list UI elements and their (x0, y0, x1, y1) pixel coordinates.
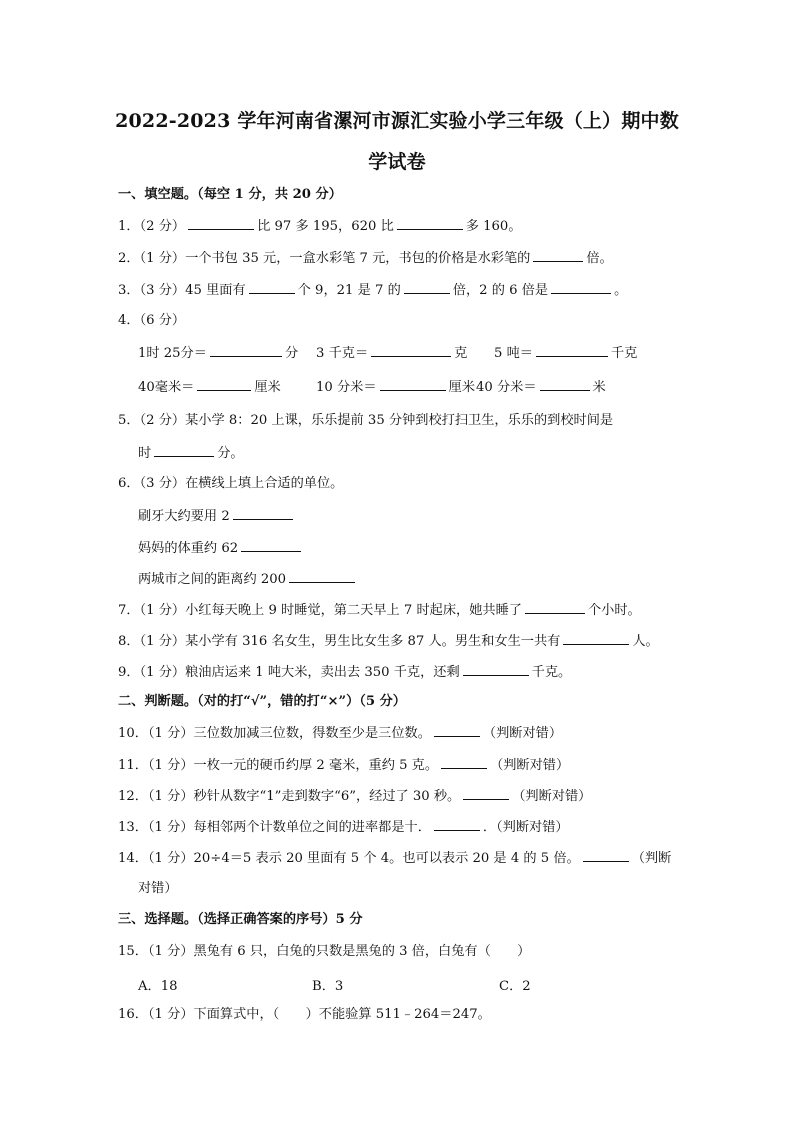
question-10: 10．（1 分）三位数加减三位数，得数至少是三位数。 （判断对错） (118, 726, 563, 741)
option-a[interactable]: A．18 (138, 979, 178, 994)
question-12: 12．（1 分）秒针从数字“1”走到数字“6”，经过了 30 秒。 （判断对错） (118, 789, 592, 804)
answer-blank[interactable] (397, 217, 463, 230)
answer-blank[interactable] (289, 570, 355, 583)
answer-blank[interactable] (563, 632, 629, 645)
question-7: 7．（1 分）小红每天晚上 9 时睡觉，第二天早上 7 时起床，她共睡了 个小时。 (118, 603, 641, 618)
answer-blank[interactable] (371, 344, 451, 357)
answer-blank[interactable] (154, 444, 214, 457)
question-13: 13．（1 分）每相邻两个计数单位之间的进率都是十． ．（判断对错） (118, 820, 569, 835)
section-heading-fill-in: 一、填空题。（每空 1 分，共 20 分） (118, 187, 342, 202)
page-title: 2022-2023 学年河南省漯河市源汇实验小学三年级（上）期中数 (115, 110, 679, 132)
question-6: 6．（3 分）在横线上填上合适的单位。 (118, 476, 344, 491)
question-14-continued: 对错） (138, 881, 178, 896)
question-4-row-2: 40毫米＝ 厘米 (138, 380, 281, 395)
question-6-item: 妈妈的体重约 62 (138, 539, 304, 558)
question-4-row-2: 10 分米＝ 厘米 (316, 380, 475, 395)
answer-blank[interactable] (463, 663, 529, 676)
option-c[interactable]: C．2 (499, 979, 531, 994)
question-2: 2．（1 分）一个书包 35 元，一盒水彩笔 7 元，书包的价格是水彩笔的 倍。 (118, 251, 613, 266)
answer-blank[interactable] (434, 818, 480, 831)
answer-blank[interactable] (233, 507, 293, 520)
question-9: 9．（1 分）粮油店运来 1 吨大米，卖出去 350 千克，还剩 千克。 (118, 665, 572, 680)
answer-blank[interactable] (551, 281, 611, 294)
answer-blank[interactable] (533, 249, 583, 262)
question-1: 1．（2 分） 比 97 多 195，620 比 多 160。 (118, 219, 522, 234)
answer-blank[interactable] (441, 756, 487, 769)
answer-blank[interactable] (188, 217, 254, 230)
question-4-row-1: 1时 25分＝ 分 (138, 346, 299, 361)
page-title-continued: 学试卷 (368, 151, 426, 173)
question-4-row-2: 40 分米＝ 米 (476, 380, 606, 395)
question-11: 11．（1 分）一枚一元的硬币约厚 2 毫米，重约 5 克。 （判断对错） (118, 758, 570, 773)
answer-blank[interactable] (249, 281, 295, 294)
question-3: 3．（3 分）45 里面有 个 9，21 是 7 的 倍，2 的 6 倍是 。 (118, 283, 628, 298)
answer-blank[interactable] (583, 849, 629, 862)
section-heading-true-false: 二、判断题。（对的打“√”，错的打“×”）（5 分） (118, 694, 406, 709)
answer-blank[interactable] (197, 378, 251, 391)
question-6-item: 两城市之间的距离约 200 (138, 570, 358, 589)
answer-blank[interactable] (540, 378, 590, 391)
question-4-heading: 4．（6 分） (118, 313, 186, 328)
answer-blank[interactable] (380, 378, 446, 391)
answer-blank[interactable] (525, 601, 585, 614)
answer-blank[interactable] (536, 344, 608, 357)
option-b[interactable]: B．3 (312, 979, 344, 994)
question-16: 16．（1 分）下面算式中，（ ）不能验算 511﹣264＝247。 (118, 1007, 491, 1022)
question-4-row-1: 3 千克＝ 克 (316, 346, 468, 361)
question-4-row-1: 5 吨＝ 千克 (494, 346, 638, 361)
section-heading-multiple-choice: 三、选择题。（选择正确答案的序号）5 分 (118, 912, 363, 927)
answer-blank[interactable] (210, 344, 282, 357)
question-5: 5．（2 分）某小学 8：20 上课，乐乐提前 35 分钟到校打扫卫生，乐乐的到校时间是 (118, 413, 614, 428)
question-15: 15．（1 分）黑兔有 6 只，白兔的只数是黑兔的 3 倍，白兔有（ ） (118, 944, 531, 959)
question-5-continued: 时 分。 (138, 446, 244, 461)
answer-blank[interactable] (463, 787, 509, 800)
question-8: 8．（1 分）某小学有 316 名女生，男生比女生多 87 人。男生和女生一共有 人。 (118, 634, 659, 649)
answer-blank[interactable] (434, 724, 480, 737)
question-14: 14．（1 分）20÷4＝5 表示 20 里面有 5 个 4。也可以表示 20 是 4 的 5 倍。 （判断 (118, 851, 672, 866)
question-6-item: 刷牙大约要用 2 (138, 507, 296, 526)
answer-blank[interactable] (404, 281, 450, 294)
answer-blank[interactable] (241, 539, 301, 552)
